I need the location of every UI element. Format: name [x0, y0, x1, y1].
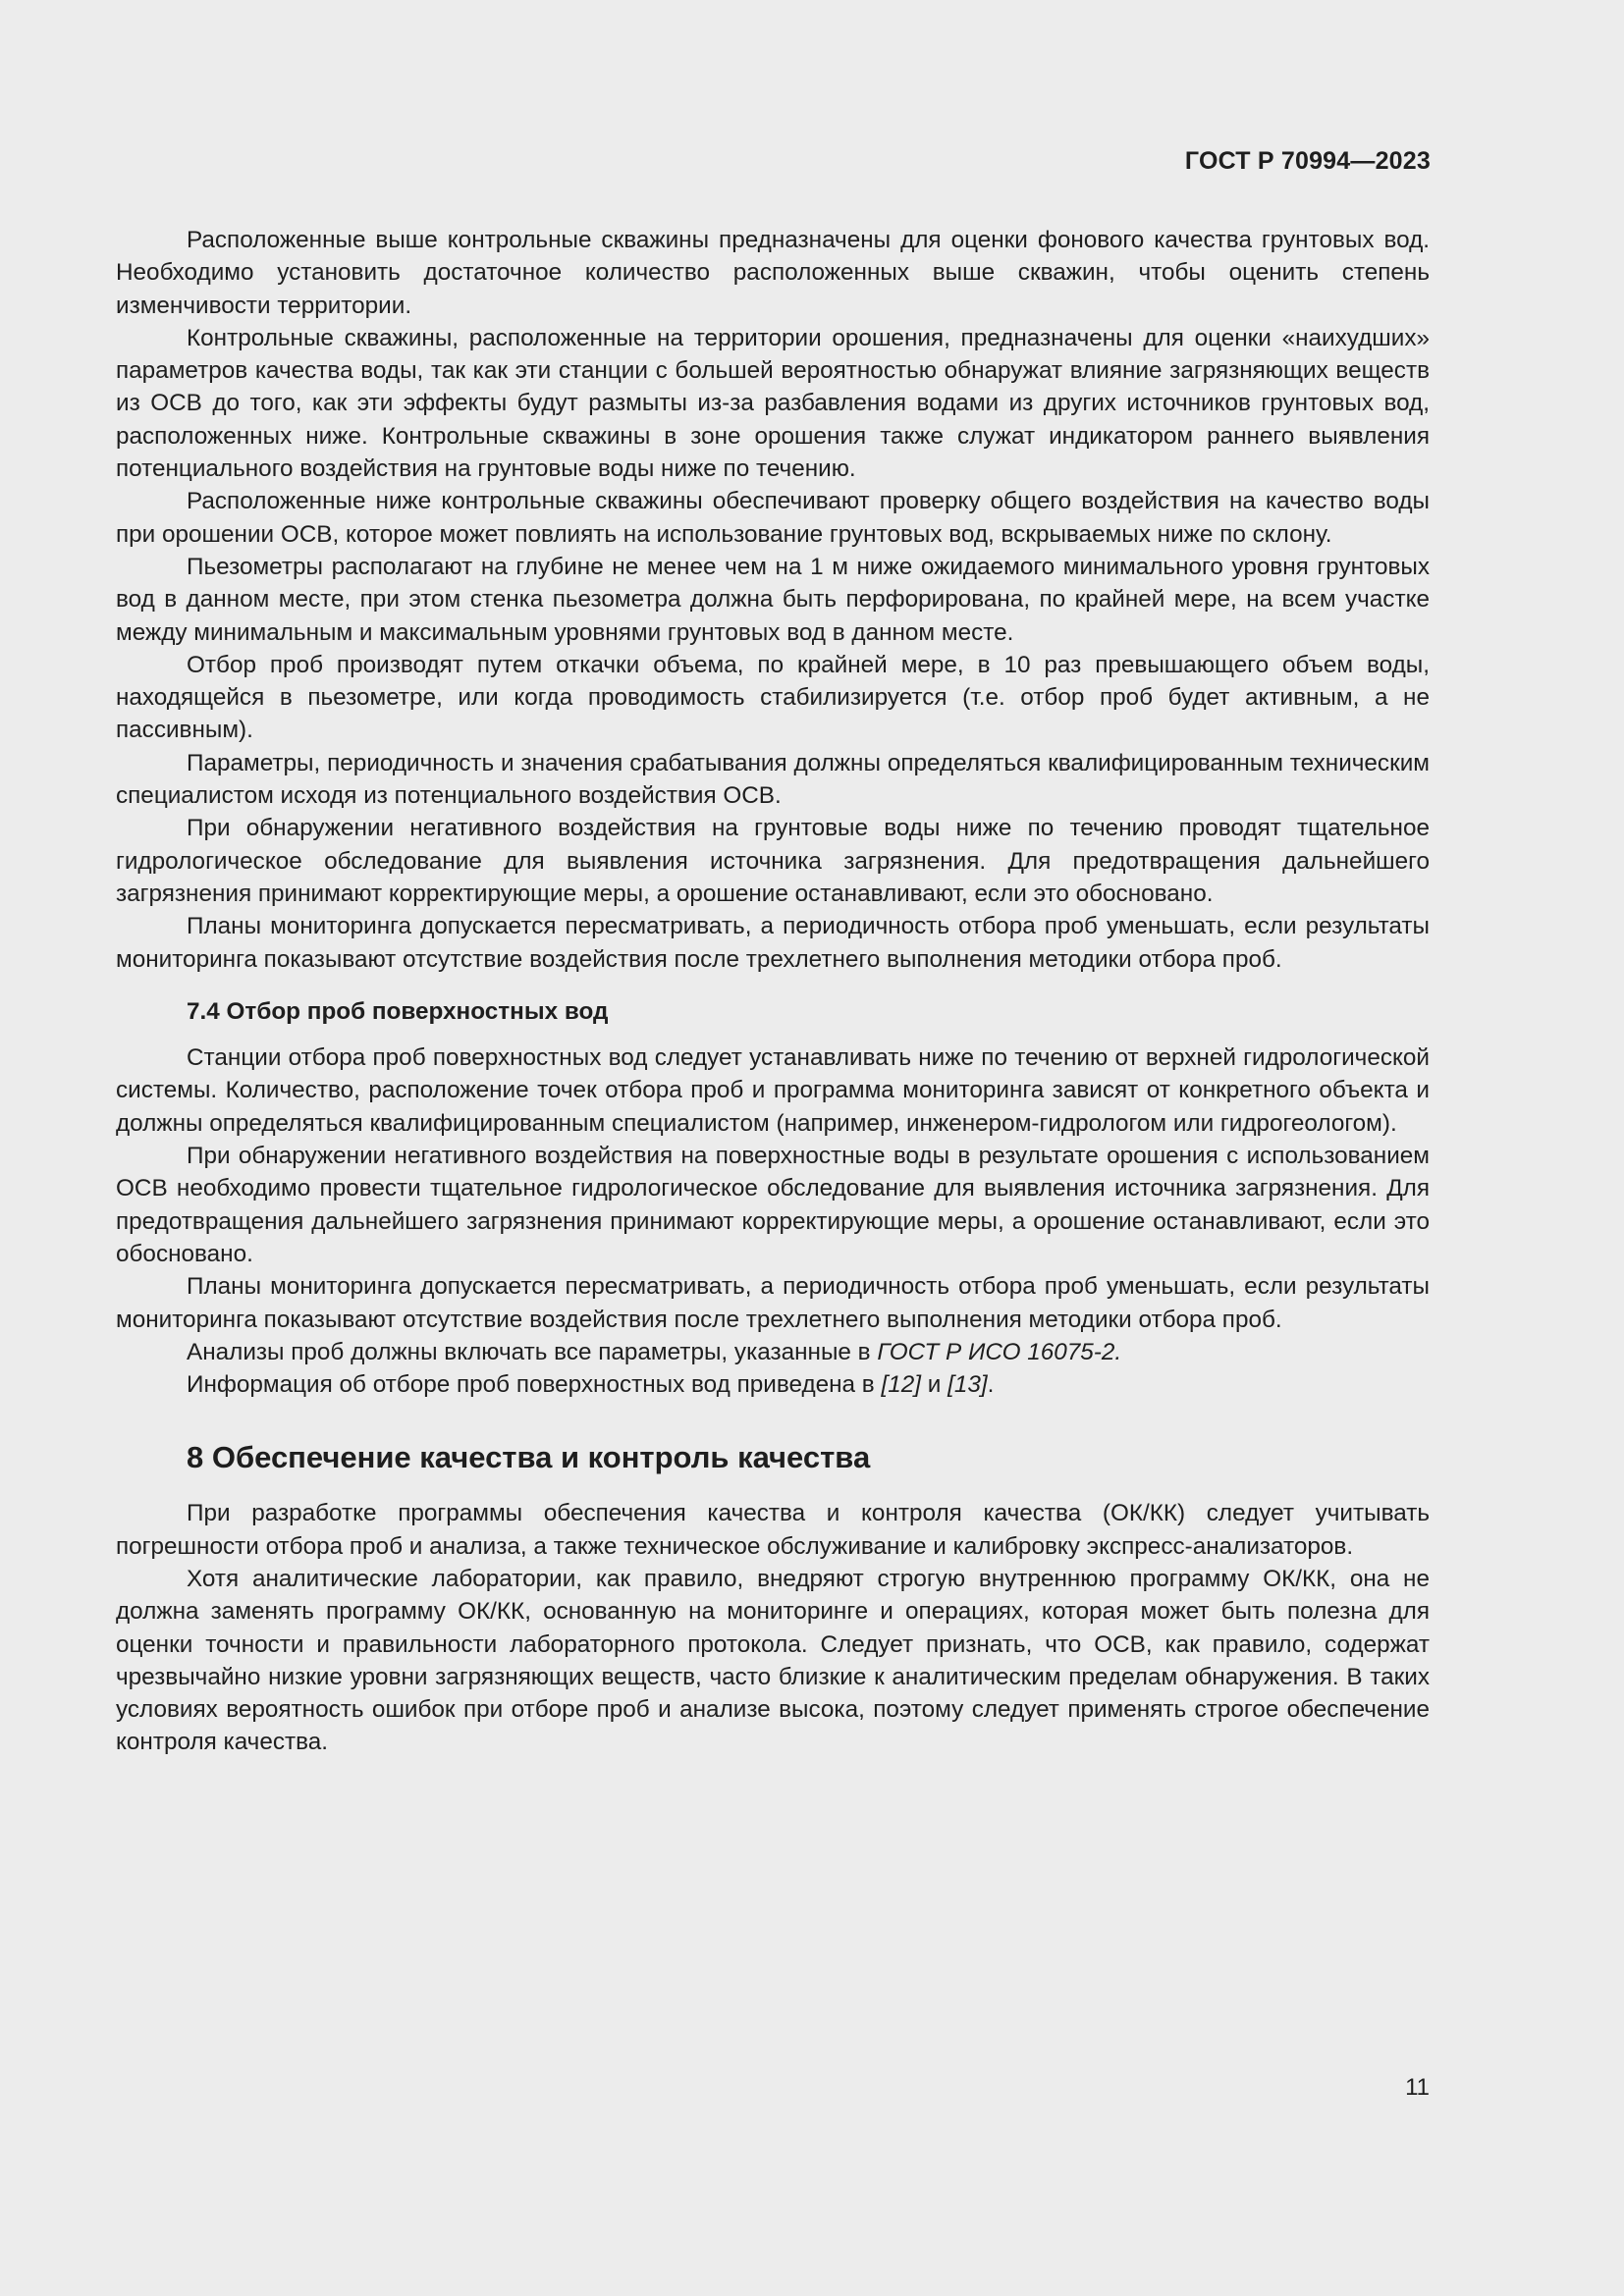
paragraph-analysis — [116, 1336, 1430, 1368]
bibliography-reference: [13] — [947, 1371, 988, 1399]
paragraph: Планы мониторинга допускается пересматривать, а периодичность отбора проб уменьшать, если результаты мониторинга показывают отсутствие воздействия после трехлетнего выполнения методики отбора проб. — [116, 1273, 1430, 1333]
paragraph: Расположенные выше контрольные скважины предназначены для оценки фонового качества грунтовых вод. Необходимо установить достаточное количество расположенных выше скважин, чтобы оценить степень изменчивости территории. — [116, 227, 1430, 319]
paragraph: При обнаружении негативного воздействия на грунтовые воды ниже по течению проводят тщательное гидрологическое обследование для выявления источника загрязнения. Для предотвращения дальнейшего загрязнения принимают корректирующие меры, а орошение останавливают, если это обосновано. — [116, 815, 1430, 907]
bibliography-reference: [12] — [881, 1371, 921, 1399]
info-text: Информация об отборе проб поверхностных вод приведена в — [187, 1371, 882, 1399]
paragraph: Пьезометры располагают на глубине не менее чем на 1 м ниже ожидаемого минимального уровня грунтовых вод в данном месте, при этом стенка пьезометра должна быть перфорирована, по крайней мере, на всем участке между минимальным и максимальным уровнями грунтовых вод в данном месте. — [116, 553, 1430, 646]
paragraph: Отбор проб производят путем откачки объема, по крайней мере, в 10 раз превышающего объем воды, находящейся в пьезометре, или когда проводимость стабилизируется (т.е. отбор проб будет активным, а не пассивным). — [116, 651, 1430, 744]
paragraph: Планы мониторинга допускается пересматривать, а периодичность отбора проб уменьшать, если результаты мониторинга показывают отсутствие воздействия после трехлетнего выполнения методики отбора проб. — [116, 913, 1430, 973]
paragraph: Станции отбора проб поверхностных вод следует устанавливать ниже по течению от верхней гидрологической системы. Количество, расположение точек отбора проб и программа мониторинга зависят от конкретного объекта и должны определяться квалифицированным специалистом (например, инженером-гидрологом или гидрогеологом). — [116, 1044, 1430, 1137]
paragraph: Параметры, периодичность и значения срабатывания должны определяться квалифицированным техническим специалистом исходя из потенциального воздействия ОСВ. — [116, 749, 1430, 810]
paragraph: Контрольные скважины, расположенные на территории орошения, предназначены для оценки «наихудших» параметров качества воды, так как эти станции с большей вероятностью обнаружат влияние загрязняющих веществ из ОСВ до того, как эти эффекты будут размыты из-за разбавления водами из других источников грунтовых вод, расположенных ниже. Контрольные скважины в зоне орошения также служат индикатором раннего выявления потенциального воздействия на грунтовые воды ниже по течению. — [116, 324, 1430, 483]
paragraph-info — [116, 1368, 1430, 1401]
paragraph: Хотя аналитические лаборатории, как правило, внедряют строгую внутреннюю программу ОК/КК, она не должна заменять программу ОК/КК, основанную на мониторинге и операциях, которая может быть полезна для оценки точности и правильности лабораторного протокола. Следует признать, что ОСВ, как правило, содержат чрезвычайно низкие уровни загрязняющих веществ, часто близкие к аналитическим пределам обнаружения. В таких условиях вероятность ошибок при отборе проб и анализе высока, поэтому следует применять строгое обеспечение контроля качества. — [116, 1565, 1430, 1756]
subsection-heading-7-4: 7.4 Отбор проб поверхностных вод — [187, 997, 609, 1025]
paragraph: При разработке программы обеспечения качества и контроля качества (ОК/КК) следует учитывать погрешности отбора проб и анализа, а также техническое обслуживание и калибровку экспресс-анализаторов. — [116, 1500, 1430, 1560]
document-header-id: ГОСТ Р 70994—2023 — [1184, 147, 1431, 175]
conjunction-text: и — [921, 1371, 948, 1399]
paragraph: Расположенные ниже контрольные скважины обеспечивают проверку общего воздействия на качество воды при орошении ОСВ, которое может повлиять на использование грунтовых вод, вскрываемых ниже по склону. — [116, 488, 1430, 548]
paragraph: При обнаружении негативного воздействия на поверхностные воды в результате орошения с использованием ОСВ необходимо провести тщательное гидрологическое обследование для выявления источника загрязнения. Для предотвращения дальнейшего загрязнения принимают корректирующие меры, а орошение останавливают, если это обосновано. — [116, 1143, 1430, 1267]
page-number: 11 — [1405, 2074, 1430, 2101]
document-body — [116, 224, 1430, 1759]
standard-reference: ГОСТ Р ИСО 16075-2. — [877, 1338, 1122, 1365]
period-text: . — [987, 1371, 995, 1399]
analysis-text: Анализы проб должны включать все параметры, указанные в — [187, 1338, 878, 1365]
section-heading-8: 8 Обеспечение качества и контроль качества — [187, 1440, 871, 1475]
